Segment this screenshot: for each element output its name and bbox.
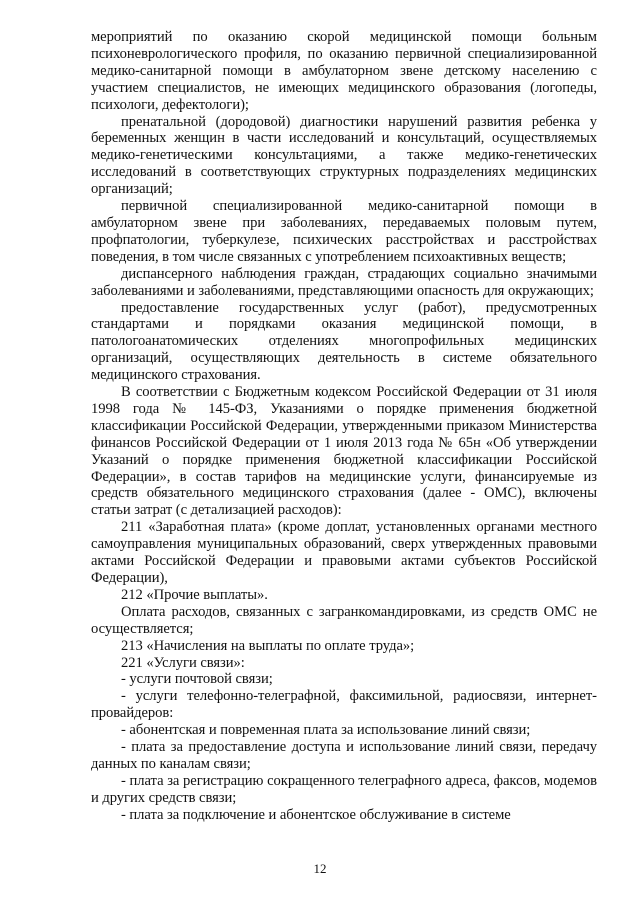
paragraph-14: - абонентская и повременная плата за использование линий связи; — [121, 722, 531, 739]
paragraph-10: 213 «Начисления на выплаты по оплате труда»; — [121, 637, 415, 654]
paragraph-4: диспансерного наблюдения граждан, страдающих социально значимыми заболеваниями и заболеваниями, представляющими опасность для окружающих; — [91, 265, 597, 299]
paragraph-7: 211 «Заработная плата» (кроме доплат, установленных органами местного самоуправления муниципальных образований, сверх утвержденных правовыми актами Российской Федерации и правовыми актами субъектов Российской Федерации), — [91, 519, 597, 586]
paragraph-13: - услуги телефонно-телеграфной, факсимильной, радиосвязи, интернет-провайдеров: — [91, 688, 597, 722]
paragraph-8: 212 «Прочие выплаты». — [121, 586, 268, 603]
paragraph-1: мероприятий по оказанию скорой медицинской помощи больным психоневрологического профиля, по оказанию первичной специализированной медико-санитарной помощи в амбулаторном звене детскому населению с участием специалистов, не имеющих медицинского образования (логопеды, психологи, дефектологи); — [91, 29, 597, 113]
document-page — [91, 29, 597, 824]
paragraph-15: - плата за предоставление доступа и использование линий связи, передачу данных по каналам связи; — [91, 739, 597, 772]
paragraph-11: 221 «Услуги связи»: — [121, 654, 245, 671]
paragraph-17: - плата за подключение и абонентское обслуживание в системе — [121, 806, 511, 823]
paragraph-3: первичной специализированной медико-санитарной помощи в амбулаторном звене при заболеваниях, передаваемых половым путем, профпатологии, туберкулезе, психических расстройствах и расстройствах поведения, в том числе связанных с употреблением психоактивных веществ; — [91, 198, 597, 265]
paragraph-6: В соответствии с Бюджетным кодексом Российской Федерации от 31 июля 1998 года № 145-ФЗ, Указаниями о порядке применения бюджетной классификации Российской Федерации, утвержденными приказом Министерства финансов Российской Федерации от 1 июля 2013 года № 65н «Об утверждении Указаний о порядке применения бюджетной классификации Российской Федерации», в состав тарифов на медицинские услуги, финансируемые из средств обязательного медицинского страхования (далее - ОМС), включены статьи затрат (с детализацией расходов): — [91, 384, 597, 519]
paragraph-2: пренатальной (дородовой) диагностики нарушений развития ребенка у беременных женщин в части исследований и консультаций, осуществляемых медико-генетическими консультациями, а также медико-генетических исследований в соответствующих структурных подразделениях медицинских организаций; — [91, 113, 597, 198]
page-number: 12 — [313, 861, 327, 876]
paragraph-16: - плата за регистрацию сокращенного телеграфного адреса, факсов, модемов и других средств связи; — [91, 772, 597, 806]
paragraph-5: предоставление государственных услуг (работ), предусмотренных стандартами и порядками оказания медицинской помощи, в патологоанатомических отделениях многопрофильных медицинских организаций, осуществляющих деятельность в системе обязательного медицинского страхования. — [91, 299, 597, 384]
paragraph-12: - услуги почтовой связи; — [121, 671, 273, 688]
paragraph-9: Оплата расходов, связанных с загранкомандировками, из средств ОМС не осуществляется; — [91, 603, 597, 637]
